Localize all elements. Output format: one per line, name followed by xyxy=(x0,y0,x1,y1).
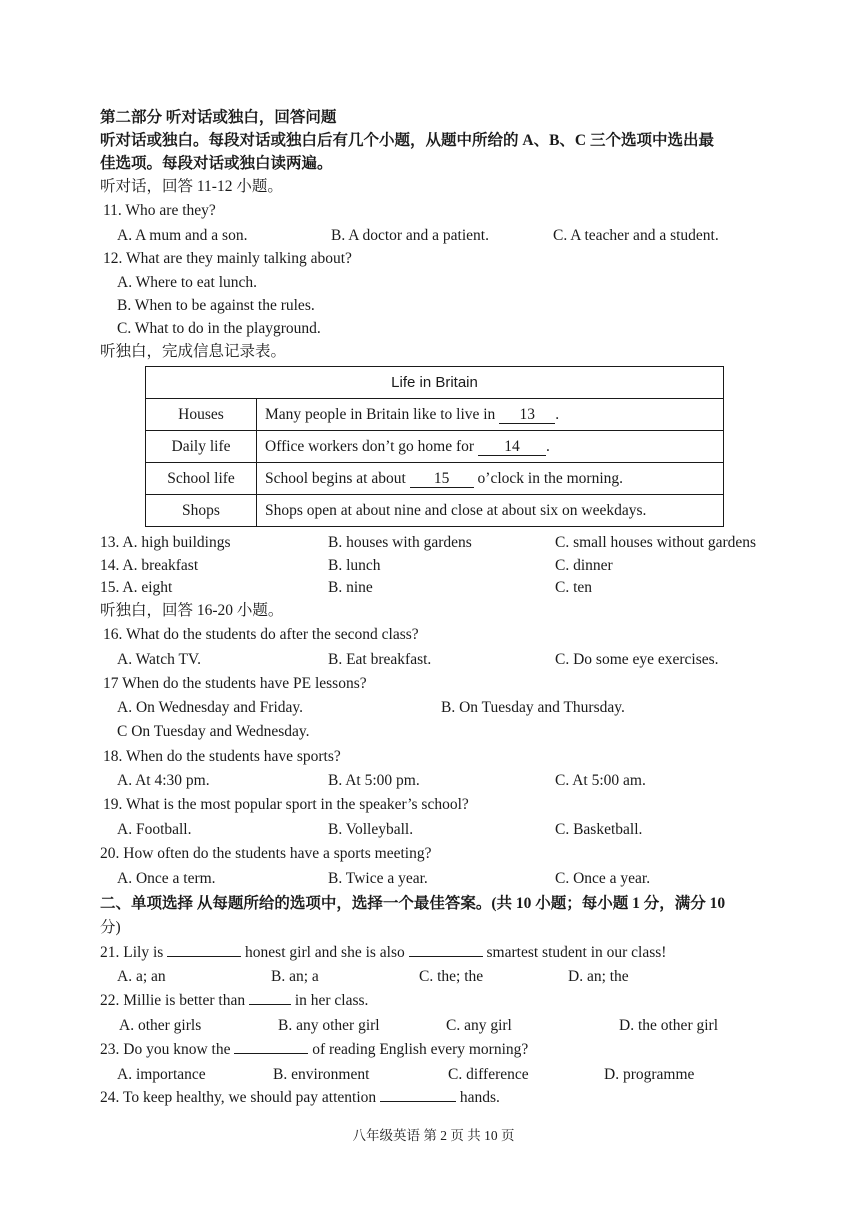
question-13-option-b: B. houses with gardens xyxy=(328,534,472,551)
question-11-option-b: B. A doctor and a patient. xyxy=(331,227,489,244)
question-23-option-d: D. programme xyxy=(604,1066,695,1083)
table-row-content xyxy=(257,463,724,495)
dialog-instruction: 听对话，回答 11-12 小题。 xyxy=(100,178,283,195)
stem-text: of reading English every morning? xyxy=(308,1041,529,1058)
info-record-table xyxy=(145,366,724,527)
stem-text: in her class. xyxy=(290,992,369,1009)
question-15-option-b: B. nine xyxy=(328,579,373,596)
question-12-option-c: C. What to do in the playground. xyxy=(117,320,321,337)
row-text-after: . xyxy=(545,437,550,455)
table-row-label: Shops xyxy=(146,495,257,527)
stem-text: 22. Millie is better than xyxy=(100,992,249,1009)
question-20-stem: 20. How often do the students have a sports meeting? xyxy=(100,845,432,862)
table-row xyxy=(146,399,724,431)
table-row xyxy=(146,431,724,463)
table-row xyxy=(146,463,724,495)
question-19-option-b: B. Volleyball. xyxy=(328,821,414,838)
question-18-option-c: C. At 5:00 am. xyxy=(555,772,646,789)
stem-text: 23. Do you know the xyxy=(100,1041,235,1058)
answer-blank xyxy=(167,956,241,957)
table-row-label: Houses xyxy=(146,399,257,431)
stem-text: 24. To keep healthy, we should pay attention xyxy=(100,1089,381,1106)
table-title: Life in Britain xyxy=(146,367,724,399)
question-12-option-a: A. Where to eat lunch. xyxy=(117,274,258,291)
table-row xyxy=(146,495,724,527)
part2-instructions-line2: 分) xyxy=(100,919,121,936)
question-17-stem: 17 When do the students have PE lessons? xyxy=(103,675,367,692)
question-19-option-a: A. Football. xyxy=(117,821,192,838)
monologue-instruction: 听独白，回答 16-20 小题。 xyxy=(100,602,284,619)
question-20-option-b: B. Twice a year. xyxy=(328,870,428,887)
table-title-row xyxy=(146,367,724,399)
question-22-option-b: B. any other girl xyxy=(278,1017,380,1034)
question-16-option-c: C. Do some eye exercises. xyxy=(555,651,719,668)
answer-blank-13: 13 xyxy=(499,407,555,424)
question-11-option-c: C. A teacher and a student. xyxy=(553,227,719,244)
question-11-option-a: A. A mum and a son. xyxy=(117,227,248,244)
table-row-content xyxy=(257,399,724,431)
question-13-option-a: 13. A. high buildings xyxy=(100,534,231,551)
answer-blank-14: 14 xyxy=(478,439,546,456)
answer-blank-15: 15 xyxy=(410,471,474,488)
row-text-before: Office workers don’t go home for xyxy=(265,437,478,455)
question-21-option-c: C. the; the xyxy=(419,968,484,985)
answer-blank xyxy=(409,956,483,957)
question-12-option-b: B. When to be against the rules. xyxy=(117,297,315,314)
question-22-stem xyxy=(100,991,368,1011)
question-21-option-b: B. an; a xyxy=(271,968,319,985)
question-17-option-a: A. On Wednesday and Friday. xyxy=(117,699,304,716)
question-20-option-c: C. Once a year. xyxy=(555,870,651,887)
question-12-stem: 12. What are they mainly talking about? xyxy=(103,250,352,267)
question-20-option-a: A. Once a term. xyxy=(117,870,216,887)
question-23-option-c: C. difference xyxy=(448,1066,529,1083)
stem-text: 21. Lily is xyxy=(100,944,168,961)
section-title: 第二部分 听对话或独白，回答问题 xyxy=(100,109,337,126)
table-row-label: School life xyxy=(146,463,257,495)
question-15-option-c: C. ten xyxy=(555,579,593,596)
question-14-option-c: C. dinner xyxy=(555,557,613,574)
question-18-option-b: B. At 5:00 pm. xyxy=(328,772,420,789)
table-row-content: Shops open at about nine and close at about six on weekdays. xyxy=(257,495,724,527)
question-22-option-a: A. other girls xyxy=(119,1017,202,1034)
question-16-option-a: A. Watch TV. xyxy=(117,651,202,668)
row-text-after: . xyxy=(555,405,560,423)
question-16-option-b: B. Eat breakfast. xyxy=(328,651,432,668)
stem-text: honest girl and she is also xyxy=(241,944,409,961)
row-text-before: Many people in Britain like to live in xyxy=(265,405,500,423)
section-instructions-line1: 听对话或独白。每段对话或独白后有几个小题，从题中所给的 A、B、C 三个选项中选出最 xyxy=(100,132,714,149)
question-23-option-b: B. environment xyxy=(273,1066,370,1083)
question-19-stem: 19. What is the most popular sport in the speaker’s school? xyxy=(103,796,469,813)
question-16-stem: 16. What do the students do after the second class? xyxy=(103,626,419,643)
question-17-option-b: B. On Tuesday and Thursday. xyxy=(441,699,625,716)
question-18-stem: 18. When do the students have sports? xyxy=(103,748,341,765)
question-21-option-a: A. a; an xyxy=(117,968,166,985)
row-text-after: o’clock in the morning. xyxy=(473,469,624,487)
monologue-table-instruction: 听独白，完成信息记录表。 xyxy=(100,343,287,360)
question-21-stem xyxy=(100,943,666,963)
table-row-label: Daily life xyxy=(146,431,257,463)
stem-text: hands. xyxy=(456,1089,500,1106)
section-instructions-line2: 佳选项。每段对话或独白读两遍。 xyxy=(100,155,333,172)
table-row-content xyxy=(257,431,724,463)
question-13-option-c: C. small houses without gardens xyxy=(555,534,757,551)
answer-blank xyxy=(234,1053,308,1054)
question-18-option-a: A. At 4:30 pm. xyxy=(117,772,210,789)
question-19-option-c: C. Basketball. xyxy=(555,821,643,838)
question-11-stem: 11. Who are they? xyxy=(103,202,216,219)
answer-blank xyxy=(249,1004,291,1005)
question-17-option-c: C On Tuesday and Wednesday. xyxy=(117,723,310,740)
stem-text: smartest student in our class! xyxy=(482,944,667,961)
question-23-stem xyxy=(100,1040,528,1060)
row-text-before: School begins at about xyxy=(265,469,410,487)
question-23-option-a: A. importance xyxy=(117,1066,206,1083)
question-21-option-d: D. an; the xyxy=(568,968,629,985)
page-footer: 八年级英语 第 2 页 共 10 页 xyxy=(352,1128,515,1143)
question-24-stem xyxy=(100,1088,500,1108)
question-22-option-c: C. any girl xyxy=(446,1017,512,1034)
answer-blank xyxy=(380,1101,456,1102)
part2-instructions-line1: 二、单项选择 从每题所给的选项中，选择一个最佳答案。(共 10 小题；每小题 1 分，满分 10 xyxy=(100,895,726,912)
question-22-option-d: D. the other girl xyxy=(619,1017,719,1034)
question-14-option-a: 14. A. breakfast xyxy=(100,557,199,574)
question-15-option-a: 15. A. eight xyxy=(100,579,173,596)
question-14-option-b: B. lunch xyxy=(328,557,381,574)
